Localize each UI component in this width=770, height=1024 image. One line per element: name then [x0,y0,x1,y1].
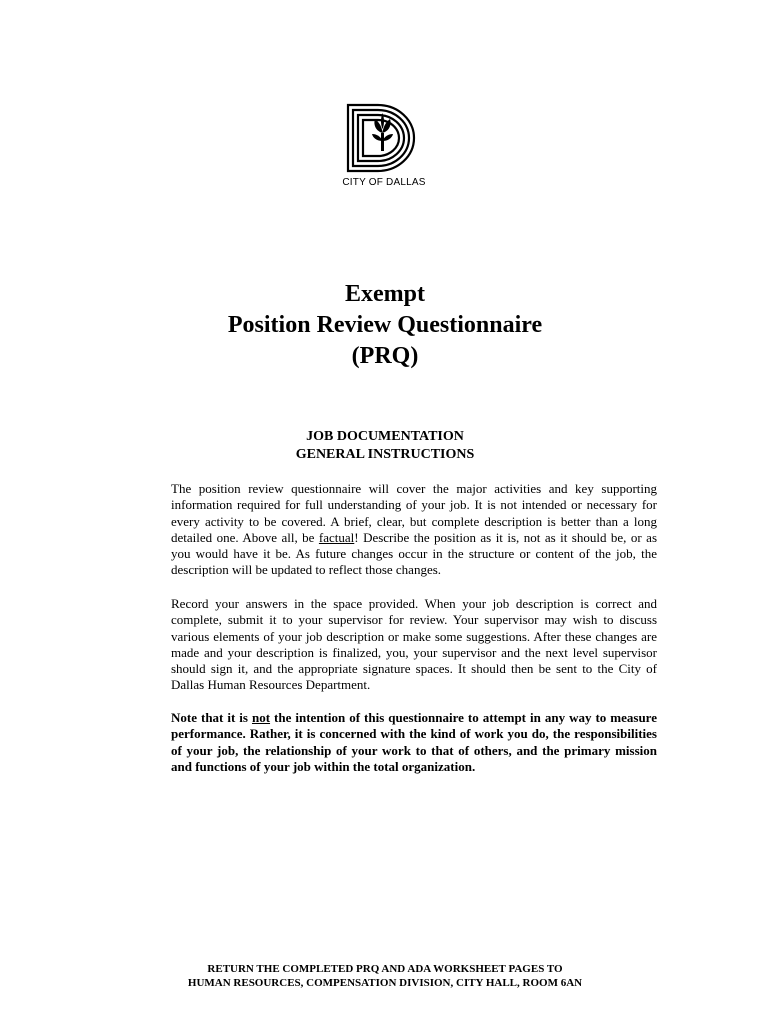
footer-line-2: HUMAN RESOURCES, COMPENSATION DIVISION, CITY HALL, ROOM 6AN [187,977,583,989]
section-heading [0,428,770,464]
instructions-paragraph-2: Record your answers in the space provided. When your job description is correct and complete, submit it to your supervisor for review. Your supervisor may wish to discuss various elements of your job description or make some suggestions. After these changes are made and your description is finalized, you, your supervisor and the next level supervisor should sign it, and the appropriate signature spaces. It should then be sent to the City of Dallas Human Resources Department. [171,596,657,693]
logo-caption: CITY OF DALLAS [342,177,426,188]
para1-emphasis: factual [318,529,355,545]
para3-emphasis: not [251,710,271,725]
city-logo [336,103,432,191]
city-of-dallas-logo-icon [346,103,422,173]
title-line-2: Position Review Questionnaire [227,312,543,338]
title-line-1: Exempt [345,281,425,307]
return-instructions-footer [0,962,770,990]
section-heading-1: JOB DOCUMENTATION [306,429,464,444]
para1-text-after: ! Describe the position as it is, not as it should be, or as you would have it be. As future changes occur in the structure or content of the job, the description will be updated to reflect those changes. [171,529,657,578]
note-paragraph [171,710,657,775]
instructions-paragraph-1 [171,481,657,579]
para3-text-before: Note that it is [171,710,252,725]
page-title [0,279,770,372]
para1-text-before: The position review questionnaire will cover the major activities and key supporting information required for full understanding of your job. It is not intended or necessary for every activity to be covered. A brief, clear, but complete description is better than a long detailed one. Above all, be [171,481,657,545]
footer-line-1: RETURN THE COMPLETED PRQ AND ADA WORKSHEET PAGES TO [207,963,563,975]
para3-text-after: the intention of this questionnaire to attempt in any way to measure performance. Rather, it is concerned with the kind of work you do, the responsibilities of your job, the relationship of your work to that of others, and the primary mission and functions of your job within the total organization. [171,710,657,774]
section-heading-2: GENERAL INSTRUCTIONS [295,447,475,462]
title-line-3: (PRQ) [351,343,419,369]
